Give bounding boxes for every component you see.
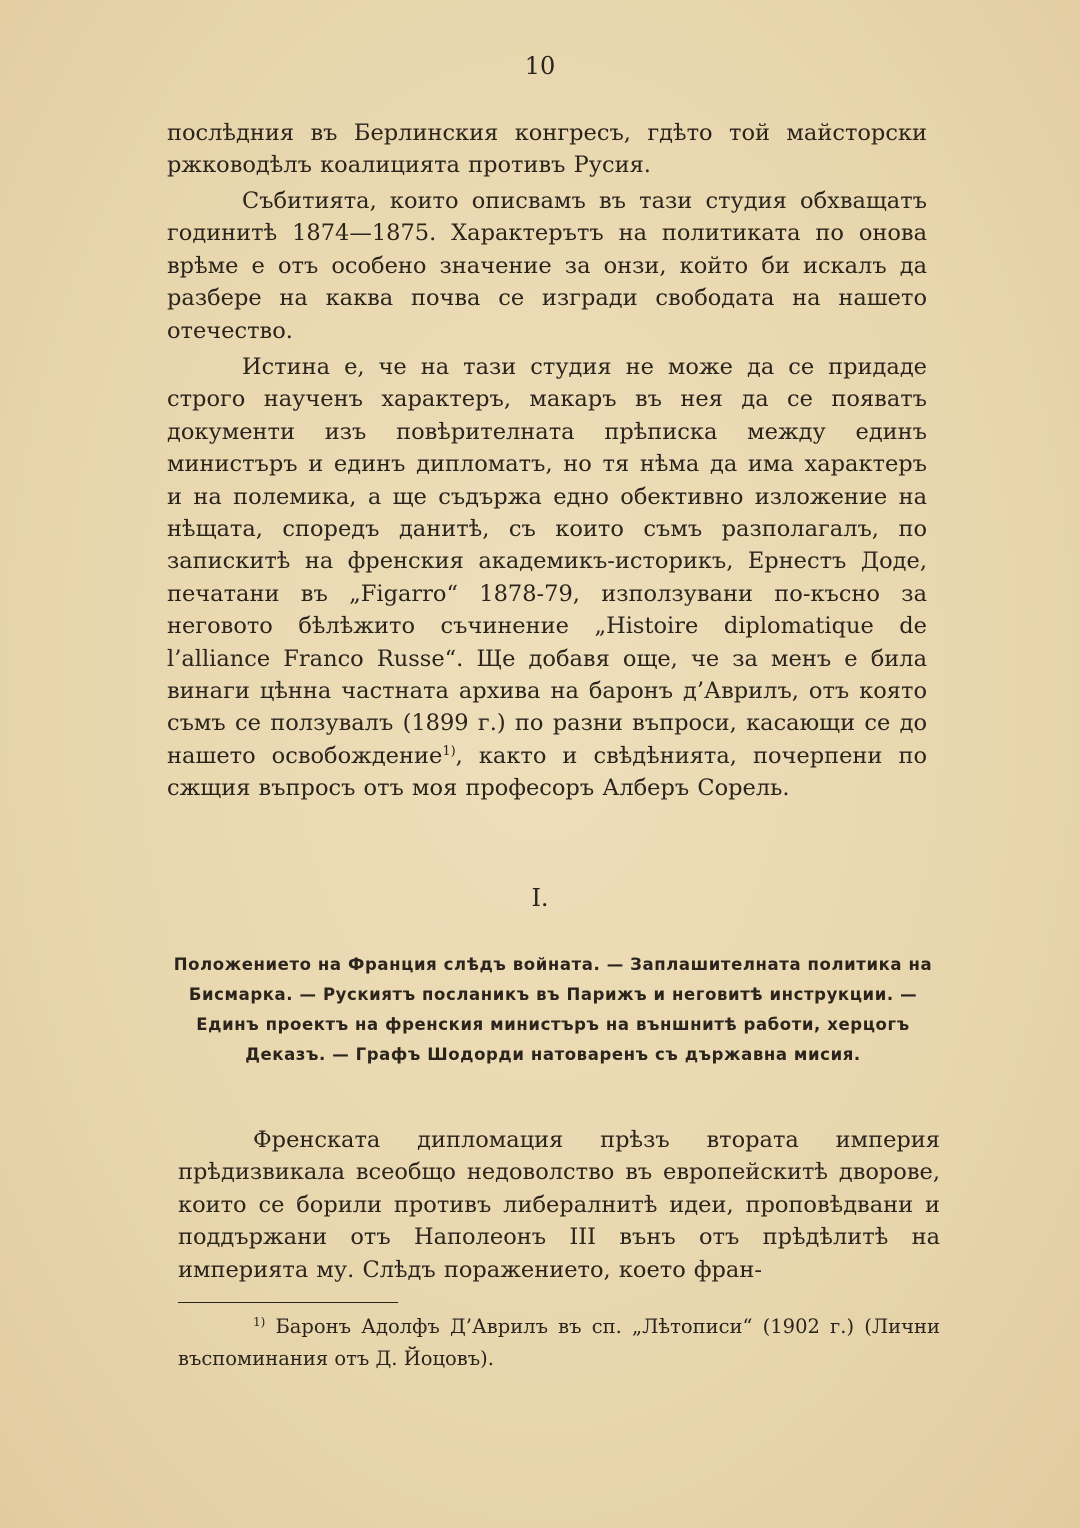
footnote: [178, 1311, 940, 1375]
paragraph-3-text-1: Истина е, че на тази студия не може да се придаде строго наученъ характеръ, макаръ въ нея да се появатъ документи изъ повѣрителната прѣписка между единъ министъръ и единъ дипломатъ, но тя нѣма да има характеръ и на полемика, а ще съдържа едно обективно изложение на нѣщата, споредъ данитѣ, съ които съмъ разполагалъ, по запискитѣ на френския академикъ-историкъ, Ернестъ Доде, печатани въ „: [167, 354, 927, 607]
footnote-divider: [178, 1302, 398, 1303]
paragraph-3-text-4: , както и свѣдѣнията, почерпени по сжщия въпросъ отъ моя професоръ Алберъ Сорель.: [167, 742, 927, 802]
paragraph-french-diplomacy: [178, 1124, 940, 1286]
page-number: 10: [524, 52, 556, 80]
paragraph-2-text: Събитията, които описвамъ въ тази студия обхващатъ годинитѣ 1874—1875. Характерътъ на политиката по онова врѣме е отъ особено значение за онзи, който би искалъ да разбере на каква почва се изгради свободата на нашето отечество.: [167, 188, 927, 344]
paragraph-continuation: [167, 117, 927, 182]
paragraph-sources: [167, 351, 927, 805]
paragraph-1-text: послѣдния въ Берлинския конгресъ, гдѣто той майсторски ржководѣлъ коалицията противъ Русия.: [167, 120, 927, 179]
footnote-reference: 1): [442, 743, 456, 759]
section-numeral: I.: [531, 884, 549, 912]
footnote-text: Баронъ Адолфъ Д’Аврилъ въ сп. „Лѣтописи“ (1902 г.) (Лични въспоминания отъ Д. Йоцовъ).: [178, 1315, 940, 1370]
paragraph-events: [167, 185, 927, 347]
paragraph-3-text-2: “ 1878-79, използувани по-късно за неговото бѣлѣжито съчинение „: [167, 580, 927, 640]
section-summary: Положението на Франция слѣдъ войната. — Заплашителната политика на Бисмарка. — Рускиятъ посланикъ въ Парижъ и неговитѣ инструкции. — Единъ проектъ на френския министъръ на външнитѣ работи, херцогъ Деказъ. — Графъ Шодорди натоваренъ съ държавна мисия.: [173, 955, 933, 1064]
paragraph-4-text: Френската дипломация прѣзъ втората империя прѣдизвикала всеобщо недоволство въ европейскитѣ дворове, които се борили противъ либералнитѣ идеи, проповѣдвани и поддържани отъ Наполеонъ III вънъ отъ прѣдѣлитѣ на империята му. Слѣдъ поражението, което фран-: [178, 1127, 940, 1283]
paragraph-3-text-3: “. Ще добавя още, че за менъ е била винаги цѣнна частната архива на баронъ д’Аврилъ, отъ която съмъ се ползувалъ (1899 г.) по разни въпроси, касающи се до нашето освобождение: [167, 645, 927, 769]
book-title: Histoire diplomatique de l’alliance Franco Russe: [167, 613, 927, 672]
figaro-title: Figarro: [360, 580, 447, 607]
footnote-number: 1): [253, 1315, 266, 1329]
